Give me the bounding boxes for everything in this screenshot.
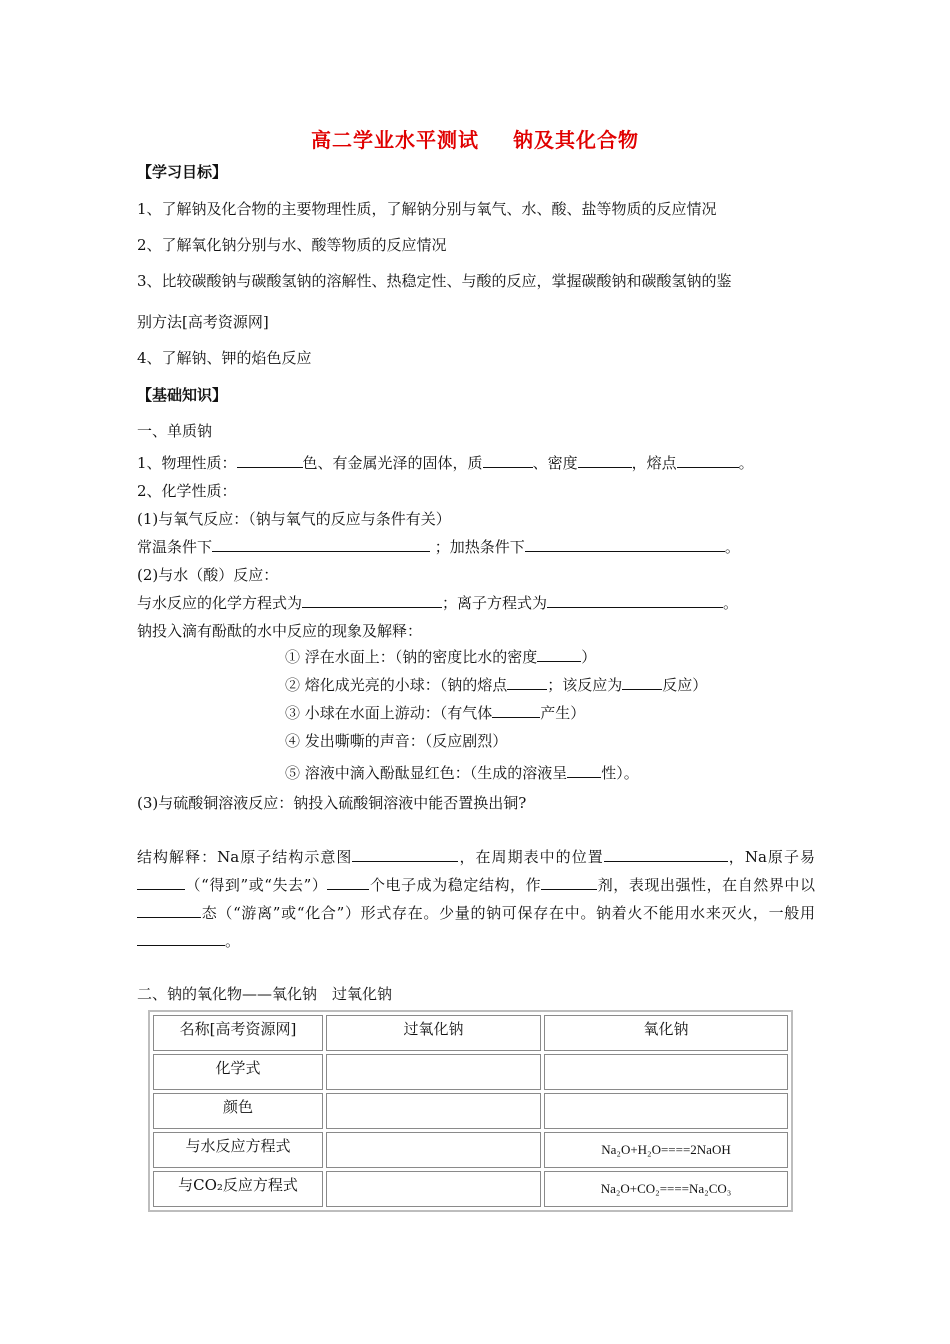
table-cell[interactable] (544, 1054, 788, 1090)
table-row (153, 1132, 788, 1168)
phenomenon-2: ② 熔化成光亮的小球：（钠的熔点 ；该反应为 反应） (285, 676, 708, 694)
phenomenon-1: ① 浮在水面上：（钠的密度比水的密度 ） (285, 648, 597, 666)
table-header-cell: 名称[高考资源网] (153, 1015, 323, 1051)
goal-item-1: 1、了解钠及化合物的主要物理性质，了解钠分别与氧气、水、酸、盐等物质的反应情况 (137, 200, 717, 218)
blank[interactable] (302, 592, 442, 608)
blank[interactable] (212, 536, 430, 552)
title-left: 高二学业水平测试 (311, 128, 479, 152)
goals-heading: 【学习目标】 (137, 163, 228, 181)
goal-item-4: 4、了解钠、钾的焰色反应 (137, 349, 312, 367)
table-row (153, 1093, 788, 1129)
blank[interactable] (327, 874, 369, 890)
chemical-properties: 2、化学性质： (137, 482, 237, 500)
blank[interactable] (525, 536, 725, 552)
blank[interactable] (547, 592, 723, 608)
row-label: 颜色 (153, 1093, 323, 1129)
table-cell[interactable] (544, 1093, 788, 1129)
phenomenon-3: ③ 小球在水面上游动：（有气体 产生） (285, 704, 586, 722)
water-reaction-line: 与水反应的化学方程式为 ；离子方程式为 。 (137, 594, 739, 612)
goal-item-2: 2、了解氧化钠分别与水、酸等物质的反应情况 (137, 236, 447, 254)
table-cell: Na₂O+H₂O====2NaOH (544, 1132, 788, 1168)
blank[interactable] (137, 930, 225, 946)
goal-item-3-cont: 别方法[高考资源网] (137, 313, 269, 331)
blank[interactable] (567, 762, 601, 778)
blank[interactable] (677, 452, 739, 468)
page-title (0, 124, 950, 153)
section-one-title: 一、单质钠 (137, 422, 213, 440)
table-cell[interactable] (326, 1054, 541, 1090)
table-row (153, 1054, 788, 1090)
row-label: 与CO₂反应方程式 (153, 1171, 323, 1207)
blank[interactable] (492, 702, 540, 718)
o2-reaction-line: 常温条件下 ；加热条件下 。 (137, 538, 740, 556)
table-cell: Na₂O+CO₂====Na₂CO₃ (544, 1171, 788, 1207)
blank[interactable] (483, 452, 533, 468)
phenomenon-4: ④ 发出嘶嘶的声音：（反应剧烈） (285, 732, 508, 750)
blank[interactable] (352, 846, 458, 862)
blank[interactable] (507, 674, 547, 690)
table-cell[interactable] (326, 1132, 541, 1168)
table-header-cell: 过氧化钠 (326, 1015, 541, 1051)
blank[interactable] (604, 846, 728, 862)
blank[interactable] (622, 674, 662, 690)
physical-properties: 1、物理性质： 色、有金属光泽的固体，质 、密度 ，熔点 。 (137, 454, 754, 472)
row-label: 与水反应方程式 (153, 1132, 323, 1168)
cuso4-reaction: (3)与硫酸铜溶液反应：钠投入硫酸铜溶液中能否置换出铜? (137, 794, 527, 812)
phenomena-title: 钠投入滴有酚酞的水中反应的现象及解释： (137, 622, 423, 640)
table-row (153, 1171, 788, 1207)
water-reaction-title: (2)与水（酸）反应： (137, 566, 279, 584)
table-cell[interactable] (326, 1093, 541, 1129)
blank[interactable] (237, 452, 303, 468)
structure-explanation: 结构解释：Na原子结构示意图 ，在周期表中的位置 ，Na原子易（“得到”或“失去”） 个电子成为稳定结构，作 剂，表现出强性，在自然界中以态（“游离”或“化合”）形式存在。少量的钠可保存在中。钠着火不能用水来灭火，一般用。 (137, 848, 815, 950)
title-right: 钠及其化合物 (513, 128, 639, 152)
goal-item-3: 3、比较碳酸钠与碳酸氢钠的溶解性、热稳定性、与酸的反应，掌握碳酸钠和碳酸氢钠的鉴 (137, 272, 732, 290)
blank[interactable] (541, 874, 597, 890)
oxides-table (148, 1010, 793, 1212)
o2-reaction-title: (1)与氧气反应：（钠与氧气的反应与条件有关） (137, 510, 451, 528)
table-header-cell: 氧化钠 (544, 1015, 788, 1051)
row-label: 化学式 (153, 1054, 323, 1090)
phenomenon-5: ⑤ 溶液中滴入酚酞显红色：（生成的溶液呈 性）。 (285, 764, 639, 782)
table-header-row (153, 1015, 788, 1051)
blank[interactable] (578, 452, 632, 468)
basics-heading: 【基础知识】 (137, 386, 228, 404)
blank[interactable] (137, 902, 201, 918)
table-cell[interactable] (326, 1171, 541, 1207)
blank[interactable] (137, 874, 185, 890)
blank[interactable] (537, 646, 581, 662)
section-two-title: 二、钠的氧化物——氧化钠 过氧化钠 (137, 985, 393, 1003)
